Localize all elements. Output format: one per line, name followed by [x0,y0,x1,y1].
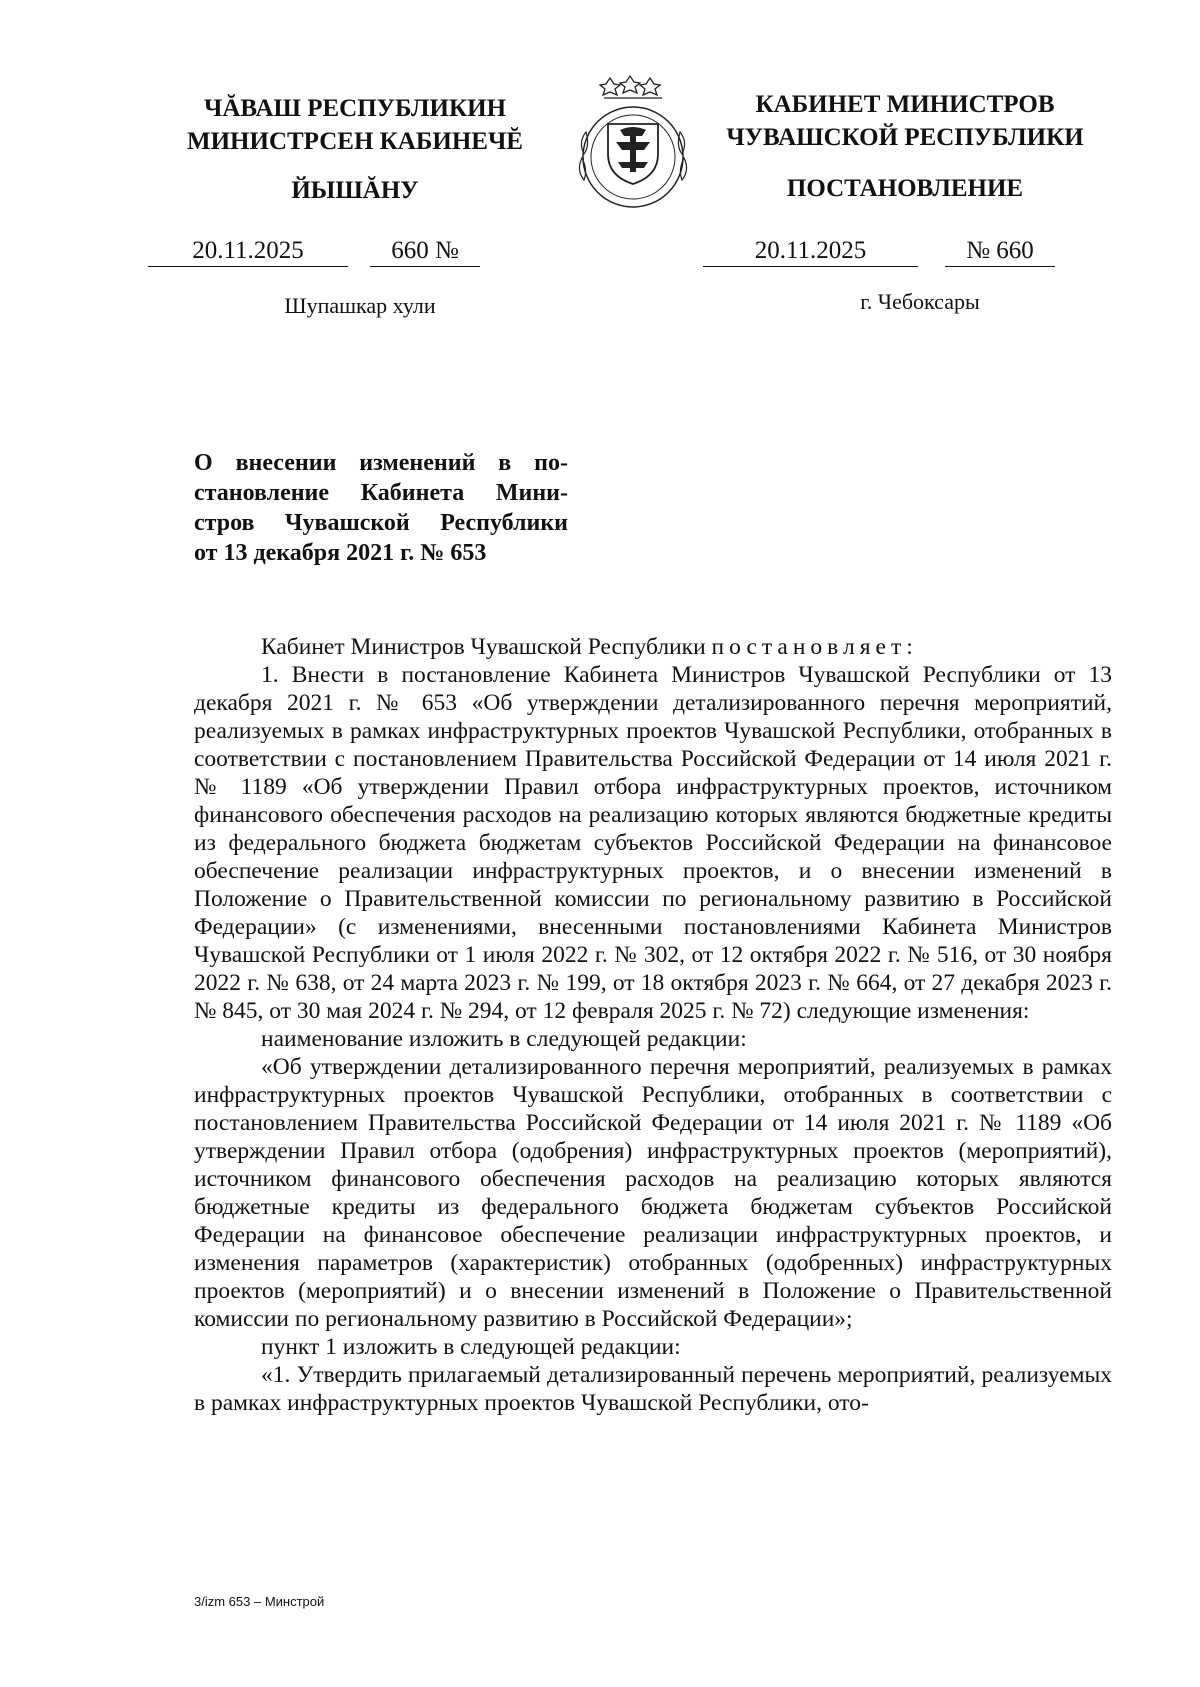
subject-line: О внесении изменений в по- [194,450,568,476]
header-left-title-line: МИНИСТРСЕН КАБИНЕЧĔ [187,128,523,155]
footer-code: 3/izm 653 – Минстрой [194,1594,325,1609]
right-number: № 660 [945,236,1055,267]
left-number: 660 № [370,236,480,267]
left-city: Шупашкар хули [284,293,436,318]
header-left-title-line: ЧĂВАШ РЕСПУБЛИКИН [203,95,507,122]
paragraph-5: «1. Утвердить прилагаемый детализированный перечень мероприятий, реализуемых в рамках инфраструктурных проектов Чувашской Республики, ото- [194,1362,1112,1416]
subject-line: становление Кабинета Мини- [194,480,568,506]
chuvash-coat-of-arms-icon [568,72,698,212]
right-city: г. Чебоксары [860,289,980,314]
document-subject [194,448,568,568]
paragraph-1: 1. Внести в постановление Кабинета Министров Чувашской Республики от 13 декабря 2021 г. № 653 «Об утверждении детализированного перечня мероприятий, реализуемых в рамках инфраструктурных проектов Чувашской Республики, отобранных в соответствии с постановлением Правительства Российской Федерации от 14 июля 2021 г. № 1189 «Об утверждении Правил отбора инфраструктурных проектов, источником финансового обеспечения расходов на реализацию которых являются бюджетные кредиты из федерального бюджета бюджетам субъектов Российской Федерации на финансовое обеспечение реализации инфраструктурных проектов, и о внесении изменений в Положение о Правительственной комиссии по региональному развитию в Российской Федерации» (с изменениями, внесенными постановлениями Кабинета Министров Чувашской Республики от 1 июля 2022 г. № 302, от 12 октября 2022 г. № 516, от 30 ноября 2022 г. № 638, от 24 марта 2023 г. № 199, от 18 октября 2023 г. № 664, от 27 декабря 2023 г. № 845, от 30 мая 2024 г. № 294, от 12 февраля 2025 г. № 72) следующие изменения: [194,662,1112,1024]
header-left-title [160,92,550,158]
intro-text: Кабинет Министров Чувашской Республики [261,634,706,660]
paragraph-2: наименование изложить в следующей редакции: [261,1026,747,1052]
intro-verb: постановляет: [711,634,918,660]
document-body [194,633,1112,1417]
header-right-title-line: КАБИНЕТ МИНИСТРОВ [755,91,1055,118]
paragraph-4: пункт 1 изложить в следующей редакции: [261,1334,681,1360]
header-right-title-line: ЧУВАШСКОЙ РЕСПУБЛИКИ [726,124,1084,151]
subject-line: стров Чувашской Республики [194,510,568,536]
header-right-doc-type: ПОСТАНОВЛЕНИЕ [786,175,1024,202]
subject-line: от 13 декабря 2021 г. № 653 [194,540,487,566]
intro-paragraph [194,633,1112,661]
paragraph-3: «Об утверждении детализированного перечня мероприятий, реализуемых в рамках инфраструктурных проектов Чувашской Республики, отобранных в соответствии с постановлением Правительства Российской Федерации от 14 июля 2021 г. № 1189 «Об утверждении Правил отбора (одобрения) инфраструктурных проектов (мероприятий), источником финансового обеспечения расходов на реализацию которых являются бюджетные кредиты из федерального бюджета бюджетам субъектов Российской Федерации на финансовое обеспечение реализации инфраструктурных проектов, и изменения параметров (характеристик) отобранных (одобренных) инфраструктурных проектов (мероприятий) и о внесении изменений в Положение о Правительственной комиссии по региональному развитию в Российской Федерации»; [194,1054,1112,1332]
header-right-title [720,88,1090,154]
right-date: 20.11.2025 [703,236,918,267]
header-left-doc-type: ЙЫШĂНУ [291,177,419,204]
left-date: 20.11.2025 [148,236,348,267]
